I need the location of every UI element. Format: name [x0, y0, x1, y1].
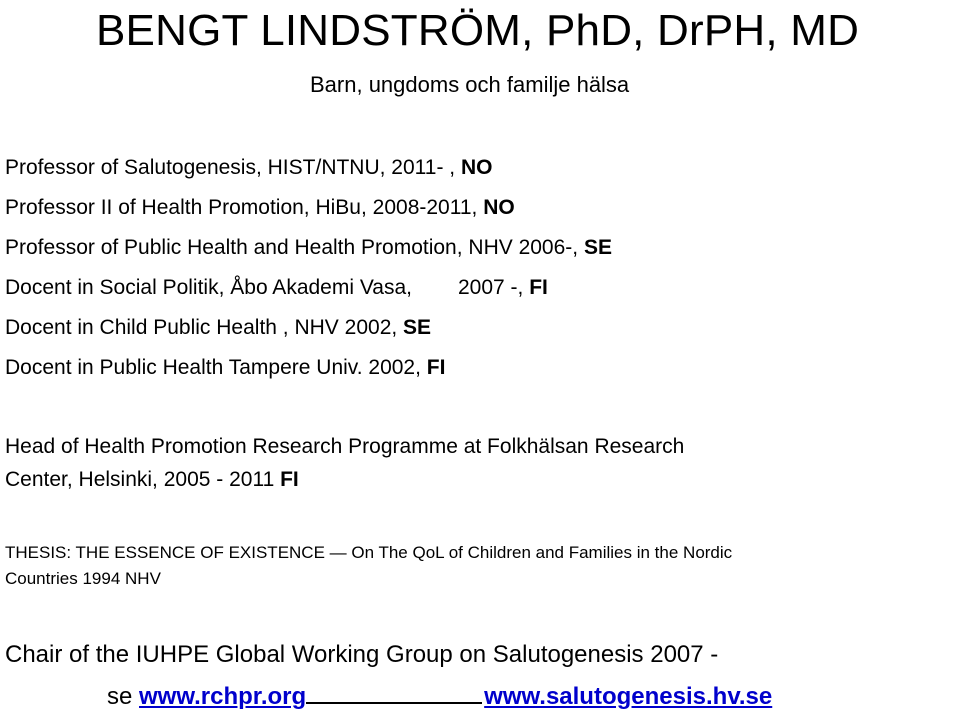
- role-item: [5, 148, 612, 188]
- links-line: [107, 678, 772, 715]
- role-text: Professor of Salutogenesis, HIST/NTNU, 2011- ,: [5, 156, 461, 179]
- role-country: SE: [403, 316, 432, 339]
- head-role: [5, 430, 684, 496]
- page-title: BENGT LINDSTRÖM, PhD, DrPH, MD: [96, 6, 860, 55]
- role-country: NO: [483, 196, 515, 219]
- role-text: Professor II of Health Promotion, HiBu, 2008-2011,: [5, 196, 484, 219]
- role-country: SE: [583, 236, 612, 259]
- role-text: Docent in Social Politik, Åbo Akademi Vasa,: [5, 276, 412, 299]
- role-item: [5, 268, 612, 308]
- role-country: FI: [426, 356, 446, 379]
- page-subtitle: Barn, ungdoms och familje hälsa: [310, 72, 630, 97]
- head-role-line1: Head of Health Promotion Research Programme at Folkhälsan Research: [5, 435, 685, 458]
- role-item: [5, 188, 612, 228]
- role-item: [5, 308, 612, 348]
- role-text: Docent in Public Health Tampere Univ. 2002,: [5, 356, 427, 379]
- thesis-line2: Countries 1994 NHV: [5, 569, 161, 588]
- role-text: Docent in Child Public Health , NHV 2002,: [5, 316, 404, 339]
- role-year: 2007 -,: [458, 276, 530, 299]
- salutogenesis-link[interactable]: www.salutogenesis.hv.se: [484, 683, 773, 710]
- thesis: [5, 540, 732, 592]
- head-role-line2: Center, Helsinki, 2005 - 2011 FI: [5, 468, 299, 491]
- role-country: FI: [529, 276, 548, 299]
- underline-divider: [306, 678, 482, 704]
- role-text: Professor of Public Health and Health Promotion, NHV 2006-,: [5, 236, 584, 259]
- rchpr-link[interactable]: www.rchpr.org: [139, 683, 307, 710]
- role-country: NO: [460, 156, 493, 179]
- head-role-country: FI: [280, 468, 299, 491]
- role-item: [5, 228, 612, 268]
- chair-line: Chair of the IUHPE Global Working Group on Salutogenesis 2007 -: [5, 641, 719, 668]
- thesis-line1: THESIS: THE ESSENCE OF EXISTENCE — On The QoL of Children and Families in the Nordic: [5, 543, 733, 562]
- role-item: [5, 348, 612, 388]
- se-prefix: se: [107, 683, 140, 710]
- roles-list: [5, 148, 612, 388]
